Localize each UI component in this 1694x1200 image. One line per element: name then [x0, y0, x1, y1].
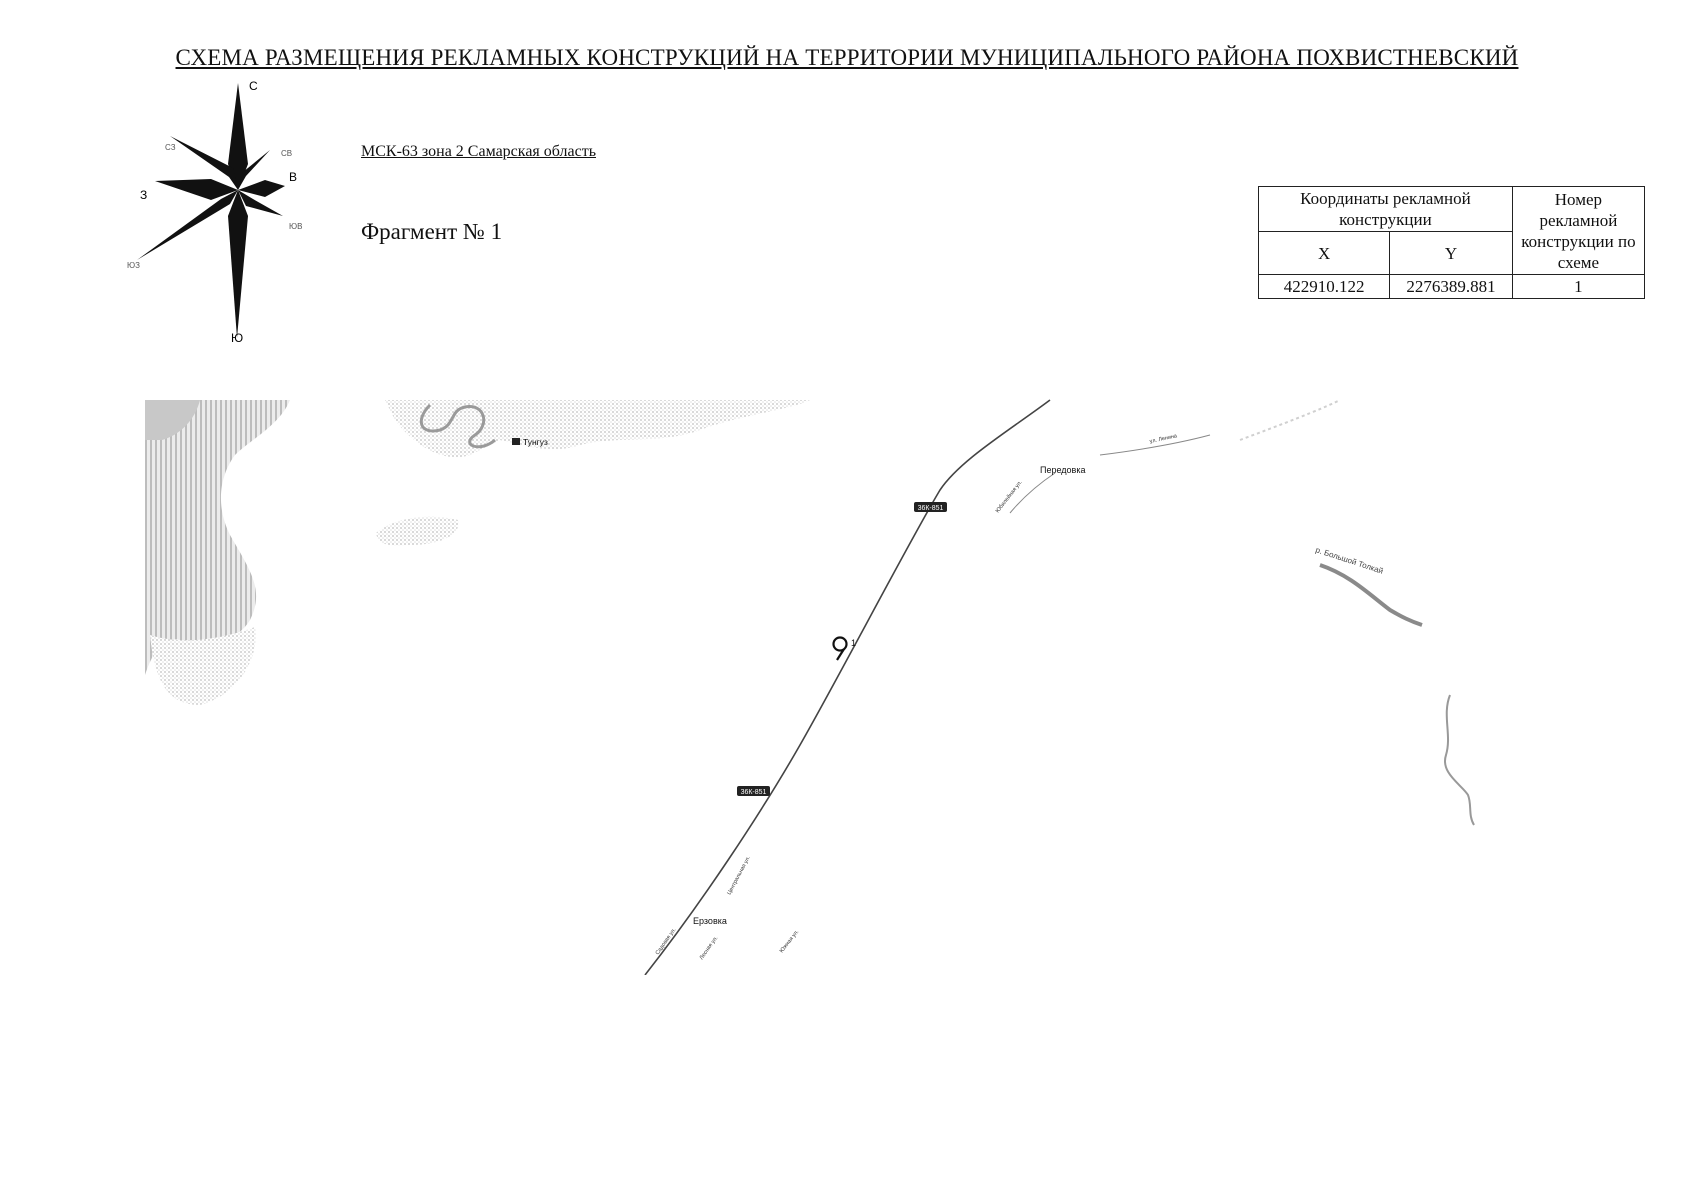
coordinate-system-label: МСК-63 зона 2 Самарская область — [361, 143, 596, 160]
forest-area-west — [145, 400, 290, 675]
compass-label-sw: ЮЗ — [127, 261, 140, 270]
map-fragment — [140, 395, 1540, 975]
compass-label-se: ЮВ — [289, 222, 303, 231]
table-row — [1259, 275, 1645, 299]
road-shield-south — [737, 786, 770, 796]
coordinates-table — [1258, 186, 1645, 299]
place-peredovka: Передовка — [1040, 465, 1086, 475]
page-title: СХЕМА РАЗМЕЩЕНИЯ РЕКЛАМНЫХ КОНСТРУКЦИЙ НА ТЕРРИТОРИИ МУНИЦИПАЛЬНОГО РАЙОНА ПОХВИСТНЕВСКИЙ — [175, 45, 1519, 70]
location-pin-icon — [834, 638, 847, 651]
place-erzovka: Ерзовка — [693, 916, 727, 926]
compass-label-east: В — [289, 170, 298, 184]
river-label-bolshoy-tolkai: р. Большой Толкай — [1314, 545, 1385, 576]
place-tunguz — [512, 437, 548, 447]
meadow-patch — [376, 517, 458, 546]
svg-text:Тунгуз: Тунгуз — [523, 437, 548, 447]
river-bolshoy-tolkai — [1320, 565, 1422, 625]
street-yubileynaya — [1010, 473, 1055, 513]
marker-number: 1 — [851, 638, 857, 648]
stream-northeast — [1240, 400, 1340, 440]
settlement-icon — [512, 438, 520, 445]
header-number: Номер рекламной конструкции по схеме — [1512, 187, 1644, 275]
road-36k-851 — [645, 400, 1050, 975]
stream-east — [1445, 695, 1474, 825]
street-label-yubileynaya: Юбилейная ул. — [994, 479, 1024, 515]
compass-south-arrow — [228, 190, 248, 338]
header-coordinates: Координаты рекламной конструкции — [1259, 187, 1513, 232]
compass-label-south: Ю — [231, 331, 244, 345]
svg-text:36К-851: 36К-851 — [917, 505, 944, 512]
header-x: X — [1259, 232, 1390, 275]
meadow-area-north — [385, 400, 810, 457]
road-shield-north — [914, 502, 947, 512]
svg-text:36К-851: 36К-851 — [740, 789, 767, 796]
compass-label-north: С — [249, 79, 258, 93]
cell-y: 2276389.881 — [1390, 275, 1513, 299]
compass-label-nw: СЗ — [165, 143, 176, 152]
cell-x: 422910.122 — [1259, 275, 1390, 299]
fragment-label: Фрагмент № 1 — [361, 219, 503, 244]
street-label-yuzhnaya: Южная ул. — [778, 929, 801, 955]
compass-label-ne: СВ — [281, 149, 293, 158]
street-label-lesnaya: Лесная ул. — [698, 935, 720, 962]
compass-rose-icon — [125, 78, 325, 348]
street-label-lenina: ул. Ленина — [1149, 433, 1178, 445]
cell-number: 1 — [1512, 275, 1644, 299]
compass-sw-arrow — [137, 190, 238, 260]
header-y: Y — [1390, 232, 1513, 275]
street-label-tsentralnaya: Центральная ул. — [726, 855, 752, 896]
compass-label-west: З — [140, 188, 148, 202]
street-label-sadovaya: Садовая ул. — [654, 927, 678, 957]
